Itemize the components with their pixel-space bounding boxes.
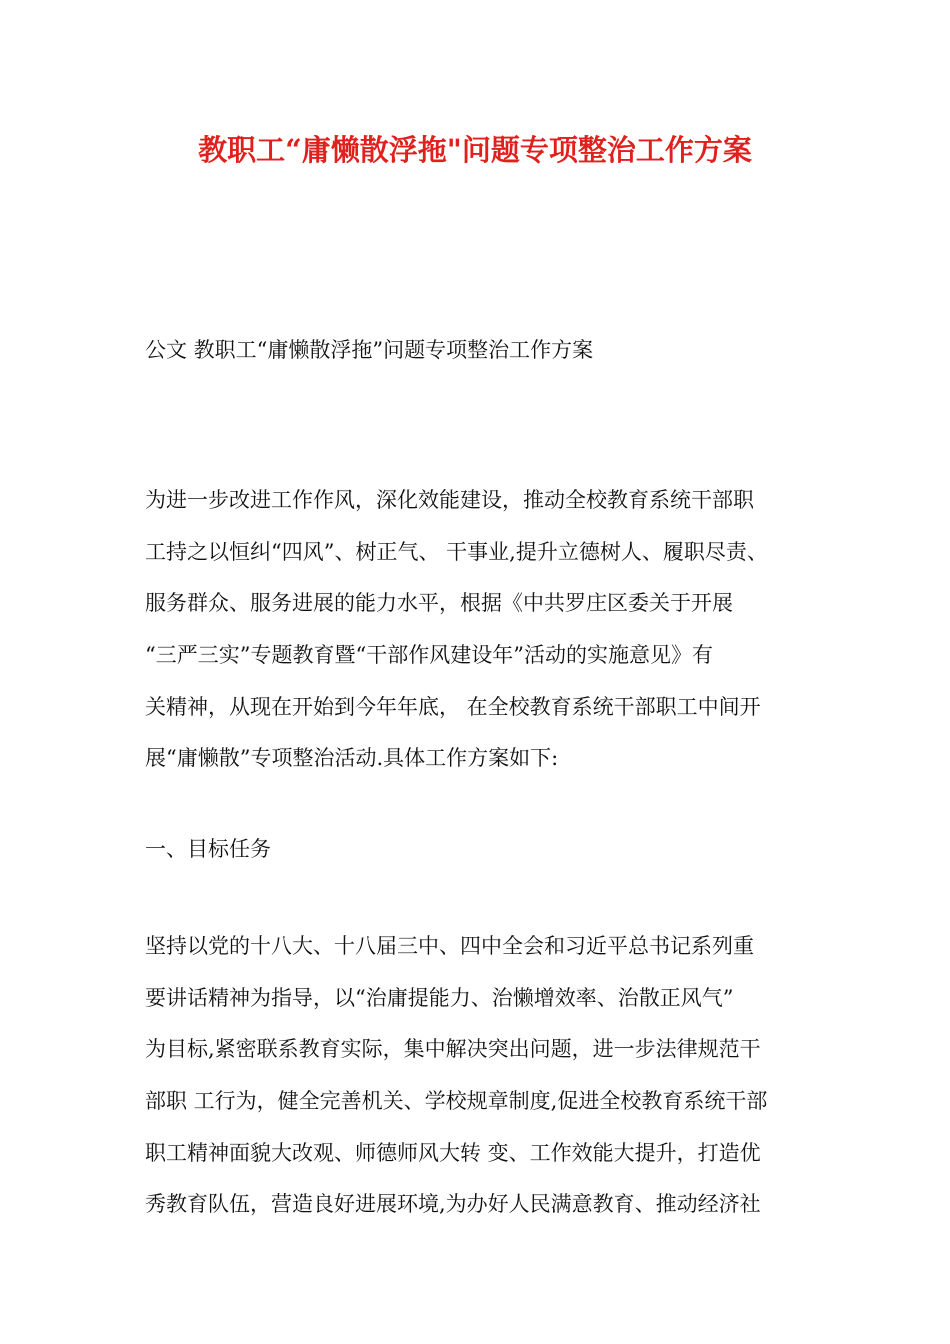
paragraph-line: 为目标,紧密联系教育实际，集中解决突出问题，进一步法律规范干 (145, 1037, 761, 1062)
paragraph-line: 职工精神面貌大改观、师德师风大转 变、工作效能大提升，打造优 (145, 1140, 761, 1165)
intro-paragraph (145, 484, 845, 794)
section-heading: 一、目标任务 (145, 837, 271, 861)
document-title: 教职工“庸懒散浮拖"问题专项整治工作方案 (198, 133, 752, 167)
paragraph-line: 为进一步改进工作作风，深化效能建设，推动全校教育系统干部职 (145, 488, 754, 512)
document-subtitle: 公文 教职工“庸懒散浮拖”问题专项整治工作方案 (145, 338, 594, 362)
paragraph-line: 工持之以恒纠“四风”、树正气、 干事业,提升立德树人、履职尽责、 (145, 539, 768, 564)
section-paragraph (145, 930, 845, 1240)
paragraph-line: 要讲话精神为指导，以“治庸提能力、治懒增效率、治散正风气” (145, 985, 734, 1010)
paragraph-line: “三严三实”专题教育暨“干部作风建设年”活动的实施意见》有 (145, 643, 713, 668)
paragraph-line: 关精神，从现在开始到今年年底， 在全校教育系统干部职工中间开 (145, 694, 761, 719)
paragraph-line: 部职 工行为，健全完善机关、学校规章制度,促进全校教育系统干部 (145, 1089, 768, 1114)
paragraph-line: 坚持以党的十八大、十八届三中、四中全会和习近平总书记系列重 (145, 934, 754, 958)
paragraph-line: 服务群众、服务进展的能力水平，根据《中共罗庄区委关于开展 (145, 591, 733, 616)
paragraph-line: 秀教育队伍，营造良好进展环境,为办好人民满意教育、推动经济社 (145, 1192, 761, 1217)
paragraph-line: 展“庸懒散”专项整治活动.具体工作方案如下: (145, 746, 559, 771)
